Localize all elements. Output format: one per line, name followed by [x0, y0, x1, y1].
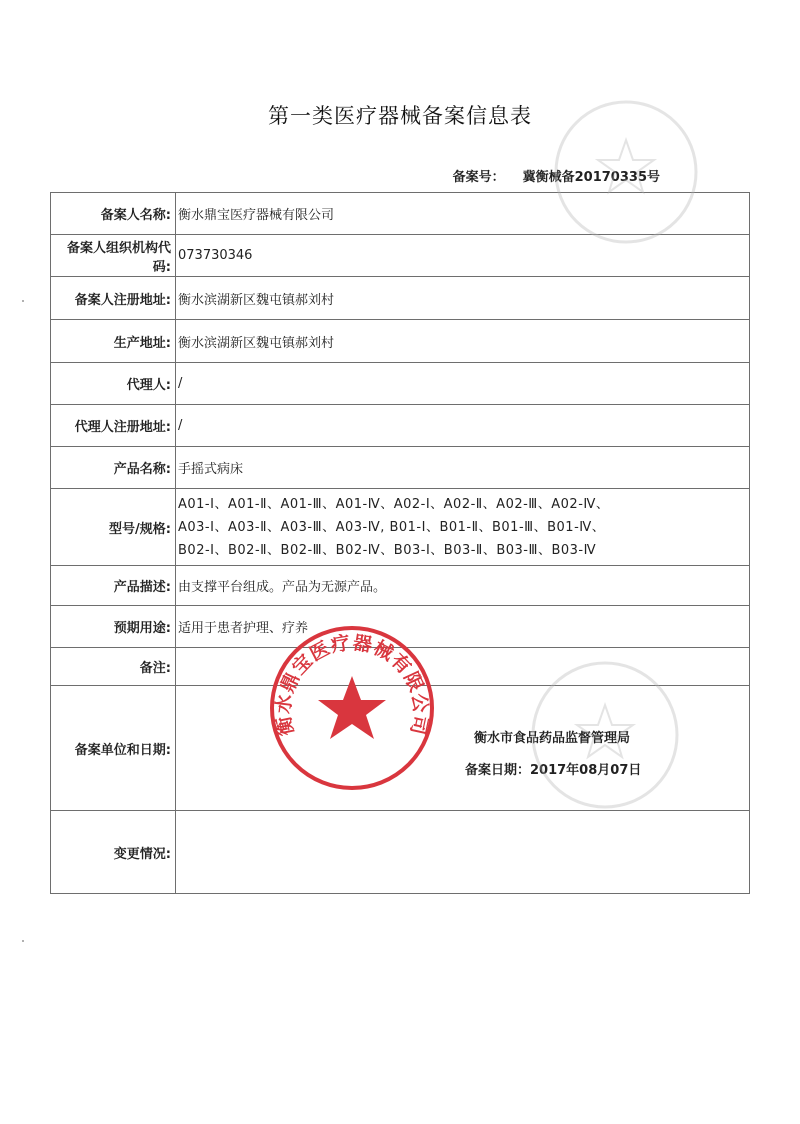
record-info-table — [50, 192, 750, 894]
table-row — [51, 193, 750, 235]
production-address-label: 生产地址: — [51, 320, 176, 363]
table-row — [51, 235, 750, 277]
agent-label: 代理人: — [51, 363, 176, 405]
org-code-label: 备案人组织机构代码: — [51, 235, 176, 277]
product-description-value: 由支撑平台组成。产品为无源产品。 — [176, 566, 750, 606]
table-row — [51, 606, 750, 648]
table-row — [51, 320, 750, 363]
table-row — [51, 363, 750, 405]
agent-address-value: / — [176, 405, 750, 447]
model-spec-line: A01-Ⅰ、A01-Ⅱ、A01-Ⅲ、A01-Ⅳ、A02-Ⅰ、A02-Ⅱ、A02-Ⅲ、A02-Ⅳ、 — [178, 496, 610, 512]
change-status-label: 变更情况: — [51, 811, 176, 894]
company-seal-text: 衡水鼎宝医疗器械有限公司 — [272, 631, 432, 738]
intended-use-value: 适用于患者护理、疗养 — [176, 606, 750, 648]
table-row — [51, 811, 750, 894]
model-spec-label: 型号/规格: — [51, 489, 176, 566]
signature-area — [178, 686, 749, 810]
record-number-label: 备案号： — [452, 170, 505, 185]
table-row — [51, 686, 750, 811]
org-code-value: 073730346 — [176, 235, 750, 277]
change-status-value — [176, 811, 750, 894]
record-number — [453, 166, 660, 185]
filing-unit-date-label: 备案单位和日期: — [51, 686, 176, 811]
registrant-name-value: 衡水鼎宝医疗器械有限公司 — [176, 193, 750, 235]
model-spec-line: A03-Ⅰ、A03-Ⅱ、A03-Ⅲ、A03-Ⅳ, B01-Ⅰ、B01-Ⅱ、B01-Ⅲ、B01-Ⅳ、 — [178, 519, 606, 535]
table-row — [51, 648, 750, 686]
table-row — [51, 489, 750, 566]
production-address-value: 衡水滨湖新区魏屯镇郝刘村 — [176, 320, 750, 363]
table-row — [51, 566, 750, 606]
product-name-value: 手摇式病床 — [176, 447, 750, 489]
registrant-name-label: 备案人名称: — [51, 193, 176, 235]
filing-agency: 衡水市食品药品监督管理局 — [474, 731, 631, 746]
margin-mark — [22, 940, 24, 942]
model-spec-value — [176, 489, 750, 566]
remarks-label: 备注: — [51, 648, 176, 686]
product-description-label: 产品描述: — [51, 566, 176, 606]
filing-date: 备案日期：2017年08月07日 — [465, 763, 642, 778]
registered-address-label: 备案人注册地址: — [51, 277, 176, 320]
record-number-value: 冀衡械备20170335号 — [522, 170, 660, 185]
model-spec-line: B02-Ⅰ、B02-Ⅱ、B02-Ⅲ、B02-Ⅳ、B03-Ⅰ、B03-Ⅱ、B03-Ⅲ、B03-Ⅳ — [178, 542, 597, 558]
agent-value: / — [176, 363, 750, 405]
margin-mark — [22, 300, 24, 302]
table-row — [51, 447, 750, 489]
filing-unit-date-cell — [176, 686, 750, 811]
agent-address-label: 代理人注册地址: — [51, 405, 176, 447]
table-row — [51, 405, 750, 447]
product-name-label: 产品名称: — [51, 447, 176, 489]
registered-address-value: 衡水滨湖新区魏屯镇郝刘村 — [176, 277, 750, 320]
table-row — [51, 277, 750, 320]
remarks-value — [176, 648, 750, 686]
page-title: 第一类医疗器械备案信息表 — [268, 104, 532, 128]
intended-use-label: 预期用途: — [51, 606, 176, 648]
